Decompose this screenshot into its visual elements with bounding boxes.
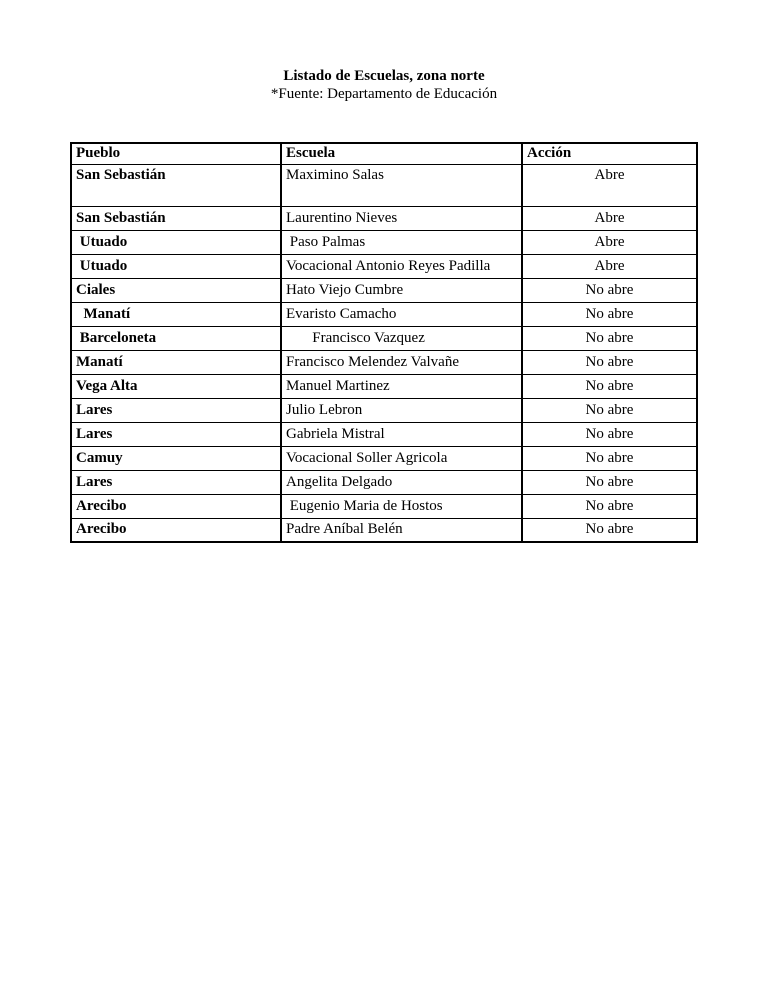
table-row: [71, 230, 697, 254]
table-row: [71, 350, 697, 374]
table-row: [71, 398, 697, 422]
table-row: [71, 470, 697, 494]
cell-accion: Abre: [522, 254, 697, 278]
cell-pueblo: Arecibo: [71, 494, 281, 518]
table-row: [71, 518, 697, 542]
table-row: [71, 446, 697, 470]
cell-escuela: Padre Aníbal Belén: [281, 518, 522, 542]
table-header-row: [71, 143, 697, 164]
cell-pueblo: San Sebastián: [71, 206, 281, 230]
table-row: [71, 374, 697, 398]
cell-pueblo: Arecibo: [71, 518, 281, 542]
schools-table: [70, 142, 698, 543]
cell-escuela: Angelita Delgado: [281, 470, 522, 494]
cell-escuela: Julio Lebron: [281, 398, 522, 422]
table-row: [71, 254, 697, 278]
cell-pueblo: Manatí: [71, 350, 281, 374]
table-row: [71, 206, 697, 230]
cell-pueblo: Ciales: [71, 278, 281, 302]
cell-accion: No abre: [522, 326, 697, 350]
cell-accion: Abre: [522, 164, 697, 206]
page-subtitle: *Fuente: Departamento de Educación: [270, 86, 498, 102]
cell-pueblo: Camuy: [71, 446, 281, 470]
cell-accion: No abre: [522, 518, 697, 542]
cell-accion: No abre: [522, 398, 697, 422]
table-row: [71, 278, 697, 302]
cell-pueblo: Utuado: [71, 254, 281, 278]
cell-accion: No abre: [522, 470, 697, 494]
cell-pueblo: Lares: [71, 398, 281, 422]
cell-accion: Abre: [522, 206, 697, 230]
column-header-accion: Acción: [522, 143, 697, 164]
cell-accion: No abre: [522, 278, 697, 302]
cell-pueblo: Barceloneta: [71, 326, 281, 350]
cell-escuela: Manuel Martinez: [281, 374, 522, 398]
cell-escuela: Evaristo Camacho: [281, 302, 522, 326]
cell-escuela: Gabriela Mistral: [281, 422, 522, 446]
page-title: Listado de Escuelas, zona norte: [283, 68, 485, 84]
cell-pueblo: Utuado: [71, 230, 281, 254]
cell-escuela: Vocacional Antonio Reyes Padilla: [281, 254, 522, 278]
cell-pueblo: Manatí: [71, 302, 281, 326]
column-header-escuela: Escuela: [281, 143, 522, 164]
column-header-pueblo: Pueblo: [71, 143, 281, 164]
cell-escuela: Laurentino Nieves: [281, 206, 522, 230]
cell-accion: No abre: [522, 350, 697, 374]
table-row: [71, 326, 697, 350]
cell-escuela: Vocacional Soller Agricola: [281, 446, 522, 470]
cell-pueblo: Lares: [71, 470, 281, 494]
table-row: [71, 164, 697, 206]
cell-accion: No abre: [522, 302, 697, 326]
table-row: [71, 302, 697, 326]
cell-accion: No abre: [522, 422, 697, 446]
cell-escuela: Francisco Melendez Valvañe: [281, 350, 522, 374]
cell-escuela: Francisco Vazquez: [281, 326, 522, 350]
cell-escuela: Paso Palmas: [281, 230, 522, 254]
cell-pueblo: Vega Alta: [71, 374, 281, 398]
table-row: [71, 422, 697, 446]
schools-table-container: [70, 142, 698, 543]
cell-escuela: Hato Viejo Cumbre: [281, 278, 522, 302]
table-row: [71, 494, 697, 518]
cell-accion: No abre: [522, 446, 697, 470]
cell-escuela: Maximino Salas: [281, 164, 522, 206]
cell-pueblo: Lares: [71, 422, 281, 446]
cell-accion: No abre: [522, 374, 697, 398]
cell-accion: No abre: [522, 494, 697, 518]
schools-table-body: [71, 164, 697, 542]
cell-pueblo: San Sebastián: [71, 164, 281, 206]
document-header: [0, 67, 768, 103]
cell-escuela: Eugenio Maria de Hostos: [281, 494, 522, 518]
cell-accion: Abre: [522, 230, 697, 254]
